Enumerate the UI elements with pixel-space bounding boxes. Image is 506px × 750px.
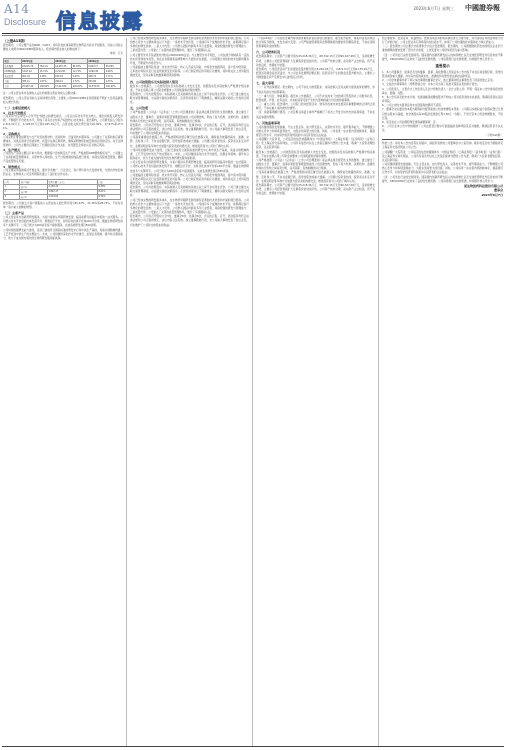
body-paragraph: （下接A15版）公司在报告期内持续推进募集资金投资项目的建设。截至报告期末，募集资金投资项目按计划有序推进，未发生重大变更。公司严格按照募集资金管理制度的要求使用募集资金，不存在违规使用募集资金的情形。 xyxy=(256,37,375,49)
table-cell: 18,025.76 xyxy=(21,64,39,69)
table-row xyxy=(4,194,121,199)
table-cell: 客户A xyxy=(20,184,48,189)
table-cell: 383.21 xyxy=(21,79,39,84)
header-rule xyxy=(2,33,504,34)
table-cell: 3,617.42 xyxy=(21,69,39,74)
table-row xyxy=(4,84,121,89)
body-paragraph: 公司主要竞争对手包括国内外知名CRO/CDMO企业。与主要竞争对手相比，公司在细分领域具有一定的技术优势和成本优势，但在业务规模和品牌影响力方面仍存在差距。公司将通过持续的技术创新和服务升级，不断提升市场竞争力。 xyxy=(130,53,249,65)
table-header-row xyxy=(4,179,121,184)
table-cell: 1.72% xyxy=(72,79,88,84)
section-english-label: Disclosure xyxy=(4,17,47,27)
body-paragraph: 的主要成本、经营业务、收益情况。按照各项业务的实际情况进行合理分配，并对各项业务的盈利能力进行了详细分析。公司主营业务毛利率保持在较高水平，体现了公司较强的技术服务能力和议价能力。 xyxy=(382,37,503,45)
table-cell: 药品销售 xyxy=(4,74,22,79)
table-cell: 1,503.62 xyxy=(47,194,97,199)
table-cell: 4.18% xyxy=(39,74,55,79)
body-paragraph: 公司主营业务为创新药研发服务，为客户提供从早期药物发现、临床前研究到临床申报的一站式服务。公司核心技术平台包括抗体发现平台、细胞治疗平台、双特异性抗体平台和ADC平台等，覆盖生物药研发的多个关键环节。公司已累计为200余家客户提供服务，完成各类研发项目500余项。 xyxy=(130,161,249,173)
table-cell: 22,987.42 xyxy=(21,84,39,89)
signature-date: 2023年6月7日 xyxy=(481,192,503,197)
table-cell: 100.00% xyxy=(39,84,55,89)
body-paragraph: （三）报告期内公司主要会计政策和会计估计变更情况。报告期内，公司根据财政部发布的相关企业会计准则解释的要求变更了部分会计政策，上述变更对公司财务报表无重大影响。 xyxy=(382,45,503,53)
column-separator xyxy=(126,38,127,746)
table-cell: 78.41% xyxy=(39,64,55,69)
body-paragraph: 公司将继续围绕发展战略，专注主营业务，加大研发投入，完善技术平台，提升服务能力，不断增强公司核心竞争力和持续盈利能力，为股东创造更大的价值。同时，公司将进一步完善内部控制体系，提高规范运作水平，切实保护投资者特别是中小投资者的合法权益。 xyxy=(382,163,503,175)
body-paragraph: 公司面临的主要风险包括：技术迭代风险、核心人员流失风险、市场竞争加剧风险、客户集中度风险、汇率波动风险以及行业监管政策变化风险等。公司已制定相应的风险应对措施，将持续关注上述风险因素的变化，及时采取有效措施降低风险影响。 xyxy=(130,66,249,78)
table-cell: 合计 xyxy=(4,84,22,89)
table-cell: 85.06% xyxy=(105,64,121,69)
body-paragraph: 报告期各期末，公司资产总额分别为45,218.36万元、68,742.15万元和96,327.48万元，呈持续增长趋势，主要系公司经营规模扩大及募集资金到位所致。公司资产结构合理，流动资产占比较高，资产流动性良好，偿债能力较强。 xyxy=(256,183,375,196)
page-header xyxy=(0,0,506,34)
page-number: A14 xyxy=(4,2,30,16)
newspaper-brand: 中國證券報 xyxy=(465,3,500,12)
section-heading: 四、公司控股股东及实际控制人情况 xyxy=(130,79,179,84)
body-paragraph: 公司高度重视信息披露工作，严格按照相关规定履行信息披露义务，确保信息披露的真实、准确、完整、及时和公平，不存在虚假记载、误导性陈述或重大遗漏。公司通过投资者热线、投资者关系互动平台、业绩说明会等多种方式加强与投资者的沟通交流，增进投资者对公司的了解与认同。 xyxy=(256,171,375,183)
body-paragraph: （四）承诺事项履行情况。公司及相关承诺主体均严格履行了首次公开发行时作出的各项承诺，不存在违反承诺的情形。 xyxy=(256,111,375,119)
body-paragraph: 公司持续加强研发能力建设，目前已建成符合国际标准的研发中心和中试生产基地，具备从细胞株构建、工艺开发到中试生产的完整能力。未来，公司将继续深化技术平台建设，拓展业务领域，提升综合服务能力，致力于成为国内领先的生物药研发服务提供商。 xyxy=(130,148,249,161)
body-paragraph: （四）公司所处行业的发展趋势。随着国内创新药研发投入的持续增长以及全球医药研发外包需求的不断提升，CRO/CDMO行业迎来了良好的发展机遇。公司将紧抓行业发展机遇，持续提升核心竞争力。 xyxy=(382,175,503,183)
table-cell: 客户B xyxy=(20,189,48,194)
header-rule-thin xyxy=(2,35,504,36)
body-paragraph: 公司高度重视信息披露工作，严格按照相关规定履行信息披露义务，确保信息披露的真实、准确、完整、及时和公平，不存在虚假记载、误导性陈述或重大遗漏。公司通过投资者热线、投资者关系互动平台、业绩说明会等多种方式加强与投资者的沟通交流，增进投资者对公司的了解与认同。 xyxy=(130,136,249,148)
footer-rule xyxy=(2,746,504,747)
column-3 xyxy=(256,37,375,747)
section-heading: （三）主要产品 xyxy=(3,211,25,216)
body-paragraph: 报告期内，公司共召开股东大会3次、董事会8次、监事会6次，会议的召集、召开、表决程序均符合法律法规和公司章程的规定，决议内容合法有效。独立董事勤勉尽责，对公司重大事项发表了独立意见，切实维护了公司和全体股东的利益。 xyxy=(130,123,249,136)
date-line: 2023年6月7日 星期三 xyxy=(413,6,454,11)
body-paragraph: 公司严格按照《公司法》《证券法》《上市公司治理准则》等法律法规及规范性文件的要求，建立健全了由股东大会、董事会、监事会和经营管理层组成的公司治理结构，形成了权力机构、决策机构、监督机构和执行机构之间权责分明、各司其职、有效制衡的运行机制。 xyxy=(130,111,249,123)
body-paragraph: 公司采购主要包括研发与生产所需的原材料、试剂耗材、设备及技术服务等。公司建立了完善的供应商管理体系，对供应商进行资质审核、质量评估和定期考核，确保采购物资的质量和供应的稳定性。对于关键原材料，公司与主要供应商建立了长期稳定的合作关系，并设置安全库存以应对供应风险。 xyxy=(3,135,123,147)
table-cell: 17,413.86 xyxy=(54,84,72,89)
important-notice-title: 重要提示 xyxy=(435,63,450,68)
sub-heading: 2、采购模式 xyxy=(3,131,21,136)
table-cell: 2,156.34 xyxy=(47,184,97,189)
table-cell: 11,570.95 xyxy=(87,84,105,89)
body-paragraph: 报告期内，公司主营业务收入呈持续增长趋势，主要系公司CRO/CDMO业务规模的不断扩大及药品销售收入增长所致。 xyxy=(3,96,123,104)
body-paragraph: （一）对外担保情况。报告期内，公司不存在为控股股东、实际控制人及其关联方提供担保的情形，亦不存在其他对外担保事项。 xyxy=(256,86,375,94)
body-paragraph: 公司已形成完整的研发服务体系，在生物药早期研发阶段拥有显著的技术优势和丰富的项目经验。公司的核心竞争力主要体现在以下方面：一是技术平台优势，公司拥有多个成熟的技术平台，能够满足客户多样化的研发需求；二是人才优势，公司核心团队均拥有多年行业经验，具备较强的研发与管理能力；三是质量优势，公司建立了完善的质量管理体系，通过了多项国际认证。 xyxy=(130,198,249,215)
body-paragraph: 报告期内，公司与控股股东、实际控制人及其控制的其他企业之间不存在同业竞争。公司已建立健全关联交易管理制度，对关联交易的决策程序、定价原则等进行了明确规定，确保关联交易的公允性和合规性。 xyxy=(130,186,249,198)
table-cell: 6.54% xyxy=(98,194,121,199)
column-2 xyxy=(130,37,249,747)
body-paragraph: 公司提醒广大投资者，公司指定的信息披露媒体为《中国证券报》《上海证券报》《证券时报》《证券日报》及上海证券交易所网站，公司所有信息均以在上述指定媒体刊登的公告为准，敬请广大投资者理性投资，注意投资风险。 xyxy=(256,138,375,150)
body-paragraph: 报告期内，公司共召开股东大会3次、董事会8次、监事会6次，会议的召集、召开、表决程序均符合法律法规和公司章程的规定，决议内容合法有效。独立董事勤勉尽责，对公司重大事项发表了独立意见，切实维护了公司和全体股东的利益。 xyxy=(130,215,249,227)
table-cell: 2,214.56 xyxy=(54,69,72,74)
table-header-cell: 项目 xyxy=(4,59,22,64)
notice-item: 2、公司全体董事出席了审议本次事项的董事会会议，独立董事对相关事项发表了同意的独立意见。 xyxy=(382,79,496,83)
column-separator xyxy=(252,38,253,746)
body-paragraph: 公司将继续围绕发展战略，专注主营业务，加大研发投入，完善技术平台，提升服务能力，不断增强公司核心竞争力和持续盈利能力，为股东创造更大的价值。同时，公司将进一步完善内部控制体系，提高规范运作水平，切实保护投资者特别是中小投资者的合法权益。 xyxy=(256,125,375,137)
body-paragraph: 公司严格按照《公司法》《证券法》《上市公司治理准则》等法律法规及规范性文件的要求，建立健全了由股东大会、董事会、监事会和经营管理层组成的公司治理结构，形成了权力机构、决策机构、监督机构和执行机构之间权责分明、各司其职、有效制衡的运行机制。 xyxy=(256,158,375,171)
table-cell: 1,842.17 xyxy=(47,189,97,194)
table-cell: 428.74 xyxy=(87,74,105,79)
notice-item: 7、董事会决议通过的本报告期利润分配预案或公积金转增股本预案：公司拟以实施权益分派股权登记日登记的总股本为基数，向全体股东每10股派发现金红利1.50元（含税），不进行资本公积金转增股本，不送红股。 xyxy=(382,108,503,120)
body-paragraph: 公司采用"自主研发+合作开发"相结合的研发模式。公司以自有技术平台为核心，通过持续投入研发资源，不断提升平台技术水平，形成了具有自主知识产权的核心技术体系。报告期内，公司研发投入分别为2,314.52万元、3,128.67万元和4,025.19万元，占营业收入的比例分别为20.00%、17.97%和17.51%。 xyxy=(3,114,123,131)
sub-heading: 4、销售模式 xyxy=(3,164,21,169)
table-cell: 1,096.38 xyxy=(87,69,105,74)
table-cell: 14,267.35 xyxy=(54,64,72,69)
table-cell: 1.67% xyxy=(39,79,55,84)
notice-item: 1、本公司董事会、监事会及全体董事、监事、高级管理人员保证本公告内容不存在任何虚假记载、误导性陈述或者重大遗漏，并对其内容的真实性、准确性和完整性依法承担法律责任。 xyxy=(382,70,503,79)
table-header-cell: 销售金额（万元） xyxy=(47,179,97,184)
table-cell: 2 xyxy=(4,189,20,194)
table-cell: 技术服务 xyxy=(4,64,22,69)
table-cell: 1.75% xyxy=(105,79,121,84)
table-cell: 632.81 xyxy=(54,74,72,79)
body-paragraph: 报告期内，公司主要产品为BOB、CAR-T、双特异性抗体等新型生物药品与技术平台服务，目前公司的主要收入来源为CRO/CDMO服务收入，报告期内营业收入的构成如下： xyxy=(3,44,123,52)
table-cell: 9,842.17 xyxy=(87,64,105,69)
column-1 xyxy=(3,37,123,747)
sub-heading: 3、生产模式 xyxy=(3,148,21,153)
table-cell: 8.01% xyxy=(98,189,121,194)
block-divider xyxy=(382,139,503,140)
body-paragraph: （四）公司所处行业的发展趋势。随着国内创新药研发投入的持续增长以及全球医药研发外包需求的不断提升，CRO/CDMO行业迎来了良好的发展机遇。公司将紧抓行业发展机遇，持续提升核心竞争力。 xyxy=(382,53,503,61)
signature-board: 董事会 xyxy=(493,188,503,193)
notice-item: 3、立信会计师事务所（特殊普通合伙）为本公司出具了标准无保留意见的审计报告。 xyxy=(382,83,480,87)
notice-item: 5、本公告所涉及的未来计划、发展战略等前瞻性陈述不构成公司对投资者的实质承诺，敬请投资者注意投资风险。 xyxy=(382,95,503,104)
body-paragraph: （三）重大合同。报告期内，公司签订的对经营活动、财务状况或未来发展具有重要影响的合同均正常履行，不存在重大违约或纠纷情形。 xyxy=(256,103,375,111)
table-cell: CDMO服务 xyxy=(4,69,22,74)
table-cell: 299.14 xyxy=(54,79,72,84)
lead-continuation: （上接A13版） xyxy=(3,39,28,43)
notice-item: 6、公司上市时未盈利且尚未实现盈利的情况不适用。 xyxy=(382,104,444,108)
section-title: 信息披露 xyxy=(56,9,144,33)
table-cell: 100.00% xyxy=(105,84,121,89)
section-heading: 六、公司财务状况 xyxy=(256,50,281,55)
table-cell: 9.48% xyxy=(105,69,121,74)
column-separator xyxy=(378,38,379,746)
table-cell: 3.63% xyxy=(72,74,88,79)
notice-item: 9、公司已在本公告中详细阐述了公司在经营过程中可能面临的各种风险及应对措施，敬请投资者予以关注。 xyxy=(382,124,503,133)
section-heading: 八、其他重要事项 xyxy=(256,120,281,125)
table-cell: 12.72% xyxy=(72,69,88,74)
body-paragraph: 公司提醒广大投资者，公司指定的信息披露媒体为《中国证券报》《上海证券报》《证券时报》《证券日报》及上海证券交易所网站，公司所有信息均以在上述指定媒体刊登的公告为准，敬请广大投资者理性投资，注意投资风险。 xyxy=(382,150,503,162)
table-header-cell: 占比 xyxy=(98,179,121,184)
table-cell: 203.66 xyxy=(87,79,105,84)
revenue-table xyxy=(3,58,121,89)
table-cell: 81.93% xyxy=(72,64,88,69)
table-cell: 3 xyxy=(4,194,20,199)
notice-item: 4、公司负责人、主管会计工作负责人及会计机构负责人（会计主管人员）声明：保证本公告中财务报告的真实、准确、完整。 xyxy=(382,87,503,95)
customer-table xyxy=(3,179,121,200)
table-cell: 961.03 xyxy=(21,74,39,79)
table-cell: 3.71% xyxy=(105,74,121,79)
body-paragraph: 特此公告。如对本公告内容有任何疑问，请投资者致电公司董事会办公室咨询。联系电话及电子邮箱详见上海证券交易所网站公司公告。 xyxy=(382,142,503,150)
body-paragraph: 报告期内，公司前五大客户销售收入占营业收入的比例分别为35.42%、31.26%和28.73%，不存在对单一客户重大依赖的情形。 xyxy=(3,201,123,209)
body-paragraph: 截至本公告披露日，公司控股股东及实际控制人未发生变化。控股股东及实际控制人严格遵守相关承诺，不存在违规占用公司资金或要求公司违规提供担保的情形。 xyxy=(256,150,375,158)
section-heading: 五、公司治理 xyxy=(130,106,149,111)
section-heading: 七、重大事项 xyxy=(256,81,275,86)
table-cell: 1 xyxy=(4,184,20,189)
table-cell: 100.00% xyxy=(72,84,88,89)
body-paragraph: 公司持续加强研发能力建设，目前已建成符合国际标准的研发中心和中试生产基地，具备从细胞株构建、工艺开发到中试生产的完整能力。未来，公司将继续深化技术平台建设，拓展业务领域，提升综合服务能力，致力于成为国内领先的生物药研发服务提供商。 xyxy=(3,228,123,240)
column-4 xyxy=(382,37,503,747)
table-header-cell: 2022年度 xyxy=(21,59,54,64)
body-paragraph: 公司主营业务为创新药研发服务，为客户提供从早期药物发现、临床前研究到临床申报的一站式服务。公司核心技术平台包括抗体发现平台、细胞治疗平台、双特异性抗体平台和ADC平台等，覆盖生物药研发的多个关键环节。公司已累计为200余家客户提供服务，完成各类研发项目500余项。 xyxy=(3,216,123,228)
body-paragraph: 公司面临的主要风险包括：技术迭代风险、核心人员流失风险、市场竞争加剧风险、客户集中度风险、汇率波动风险以及行业监管政策变化风险等。公司已制定相应的风险应对措施，将持续关注上述风险因素的变化，及时采取有效措施降低风险影响。 xyxy=(130,173,249,185)
body-paragraph: 截至本公告披露日，公司控股股东及实际控制人未发生变化。控股股东及实际控制人严格遵守相关承诺，不存在违规占用公司资金或要求公司违规提供担保的情形。 xyxy=(130,84,249,92)
table-header-cell: 2021年度 xyxy=(54,59,87,64)
body-paragraph: （二）重大诉讼、仲裁事项。截至本公告披露日，公司不存在尚未了结的或可预见的对公司财务状况、经营成果、声誉、业务活动、未来前景等可能产生较大影响的重大诉讼或仲裁事项。 xyxy=(256,94,375,102)
continued-marker: （下转A15版） xyxy=(484,134,503,138)
body-paragraph: 公司主要采用直销模式开展业务，通过学术推广、行业会议、客户拜访等方式拓展市场，与国内外知名制药企业、生物技术公司及科研院所建立了良好的合作关系。 xyxy=(3,168,123,176)
table-cell: 其他 xyxy=(4,79,22,84)
body-paragraph: 报告期各期末，公司资产总额分别为45,218.36万元、68,742.15万元和96,327.48万元，呈持续增长趋势，主要系公司经营规模扩大及募集资金到位所致。公司资产结构合理，流动资产占比较高，资产流动性良好，偿债能力较强。 xyxy=(256,55,375,67)
table-note: 注：公司主营业务中各类收入占比均按照主营业务收入总额计算。 xyxy=(3,92,79,96)
table-cell: 客户C xyxy=(20,194,48,199)
signature-company: 某生物医药科技股份有限公司 xyxy=(463,183,503,188)
table-cell: 9.38% xyxy=(98,184,121,189)
unit-label: 单位：万元 xyxy=(110,52,123,56)
table-header-cell: 2020年度 xyxy=(87,59,120,64)
body-paragraph: 报告期内，公司经营活动产生的现金流量净额分别为3,264.18万元、4,871.53万元和6,135.92万元，经营活动现金流状况良好，与公司业务发展情况相匹配。投资活动产生的现金流量净额为负，主要系公司购建固定资产及研发中心建设投入所致。 xyxy=(256,67,375,80)
body-paragraph: 公司的生产活动主要以订单为导向，根据客户需求制定生产计划，严格按照GMP要求组织生产。公司建立了完善的质量管理体系，从原材料入库检验、生产过程控制到成品放行检验，实现全流程质量管控，确保产品质量稳定可靠。 xyxy=(3,152,123,164)
body-paragraph: 公司已形成完整的研发服务体系，在生物药早期研发阶段拥有显著的技术优势和丰富的项目经验。公司的核心竞争力主要体现在以下方面：一是技术平台优势，公司拥有多个成熟的技术平台，能够满足客户多样化的研发需求；二是人才优势，公司核心团队均拥有多年行业经验，具备较强的研发与管理能力；三是质量优势，公司建立了完善的质量管理体系，通过了多项国际认证。 xyxy=(130,37,249,53)
notice-item: 8、是否存在公司治理特殊安排等重要事项：否。 xyxy=(382,120,439,124)
table-cell: 15.74% xyxy=(39,69,55,74)
sub-heading: 1、技术开发模式 xyxy=(3,110,27,115)
section-heading: （二）主要经营模式 xyxy=(3,105,31,110)
body-paragraph: 报告期内，公司与控股股东、实际控制人及其控制的其他企业之间不存在同业竞争。公司已建立健全关联交易管理制度，对关联交易的决策程序、定价原则等进行了明确规定，确保关联交易的公允性和合规性。 xyxy=(130,92,249,105)
table-header-cell: 序号 xyxy=(4,179,20,184)
table-header-cell: 客户名称 xyxy=(20,179,48,184)
